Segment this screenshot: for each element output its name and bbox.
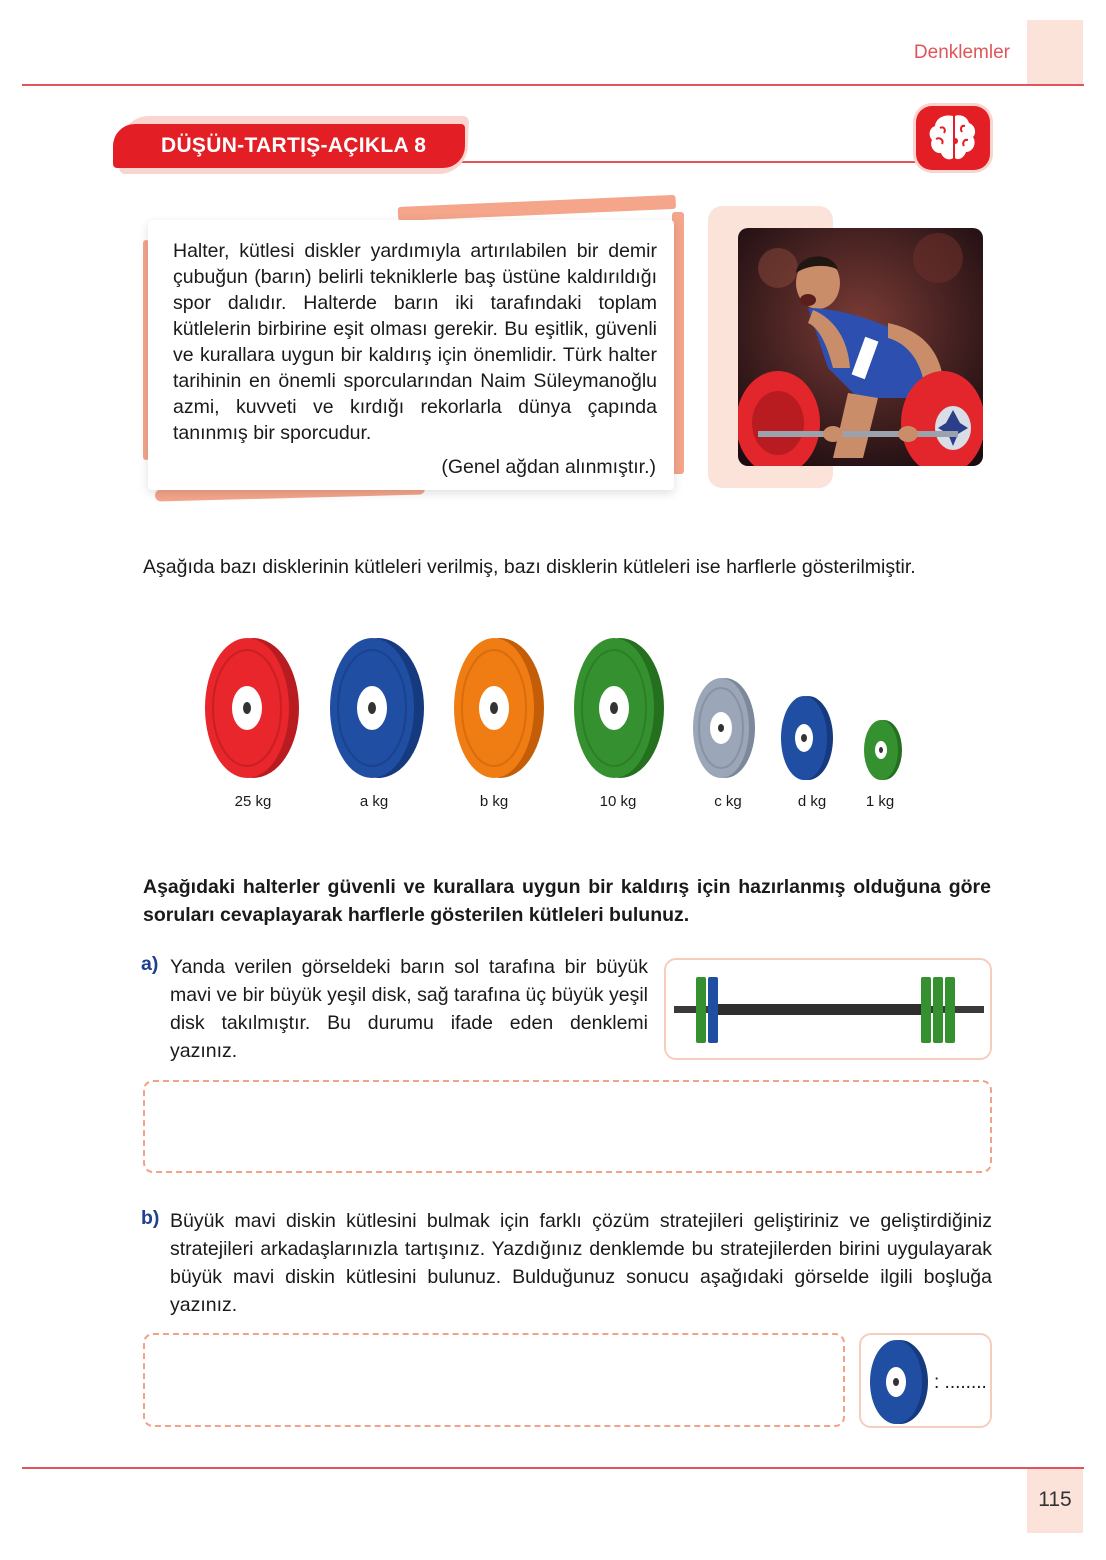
green-plate-icon [574,638,664,778]
disk-label-1kg: 1 kg [865,793,895,810]
header-tab [1027,20,1083,84]
reading-source: (Genel ağdan alınmıştır.) [441,456,656,478]
red-plate-icon [205,638,299,778]
answer-area-b[interactable] [143,1333,845,1427]
blue-disk-answer-blank[interactable]: : ........ [934,1372,987,1393]
brain-puzzle-icon [916,106,990,170]
part-a-text: Yanda verilen görseldeki barın sol tarafına bir büyük mavi ve bir büyük yeşil disk, sağ tarafına üç büyük yeşil disk takılmıştır. Bu durumu ifade eden denklemi yazınız. [170,956,648,1062]
disk-label-d: d kg [797,793,827,810]
barbell-figure-box [664,958,992,1060]
part-b-text: Büyük mavi diskin kütlesini bulmak için farklı çözüm stratejileri geliştiriniz ve geliştirdiğiniz stratejileri arkadaşlarınızla tartışınız. Yazdığınız denklemde bu stratejilerden birini uygulayarak büyük mavi diskin kütlesini bulunuz. Bulduğunuz sonucu aşağıdaki görselde ilgili boşluğa yazınız. [170,1210,992,1316]
card-accent-top [398,195,676,221]
disk-label-c: c kg [714,793,742,810]
small-blue-plate-icon [781,696,833,780]
chapter-title: Denklemler [913,42,1010,63]
blue-plate-answer-icon [869,1337,939,1428]
page-number: 115 [1038,1488,1072,1511]
blue-plate-icon [330,638,424,778]
disk-label-b: b kg [479,793,509,810]
disk-label-25kg: 25 kg [234,793,272,810]
reading-paragraph: Halter, kütlesi diskler yardımıyla artırılabilen bir demir çubuğun (barın) belirli tekniklerle baş üstüne kaldırıldığı spor dalıdır. Halterde barın iki tarafındaki toplam kütlelerin birbirine eşit olması gerekir. Bu eşitlik, güvenli ve kurallara uygun bir kaldırış için önemlidir. Türk halter tarihinin en önemli sporcularından Naim Süleymanoğlu azmi, kuvveti ve kırdığı rekorlarla dünya çapında tanınmış bir sporcudur. [173,240,657,444]
orange-plate-icon [454,638,544,778]
intro-text: Aşağıda bazı disklerinin kütleleri verilmiş, bazı disklerin kütleleri ise harflerle gösterilmiştir. [143,556,916,578]
weightlifter-photo [738,228,983,466]
footer-rule [22,1467,1084,1469]
banner-rule [455,161,925,163]
grey-plate-icon [693,678,755,778]
header-rule [22,84,1084,86]
answer-area-a[interactable] [143,1080,992,1173]
small-green-plate-icon [864,720,902,780]
disk-label-a: a kg [359,793,389,810]
part-b-letter: b) [141,1207,160,1229]
part-a-letter: a) [141,953,159,975]
activity-banner: DÜŞÜN-TARTIŞ-AÇIKLA 8 [113,124,465,168]
barbell-icon [666,960,990,1058]
question-instruction: Aşağıdaki halterler güvenli ve kurallara uygun bir kaldırış için hazırlanmış olduğuna göre soruları cevaplayarak harflerle gösterilen kütleleri bulunuz. [143,876,991,926]
disk-row [195,630,915,790]
disk-label-10kg: 10 kg [599,793,637,810]
